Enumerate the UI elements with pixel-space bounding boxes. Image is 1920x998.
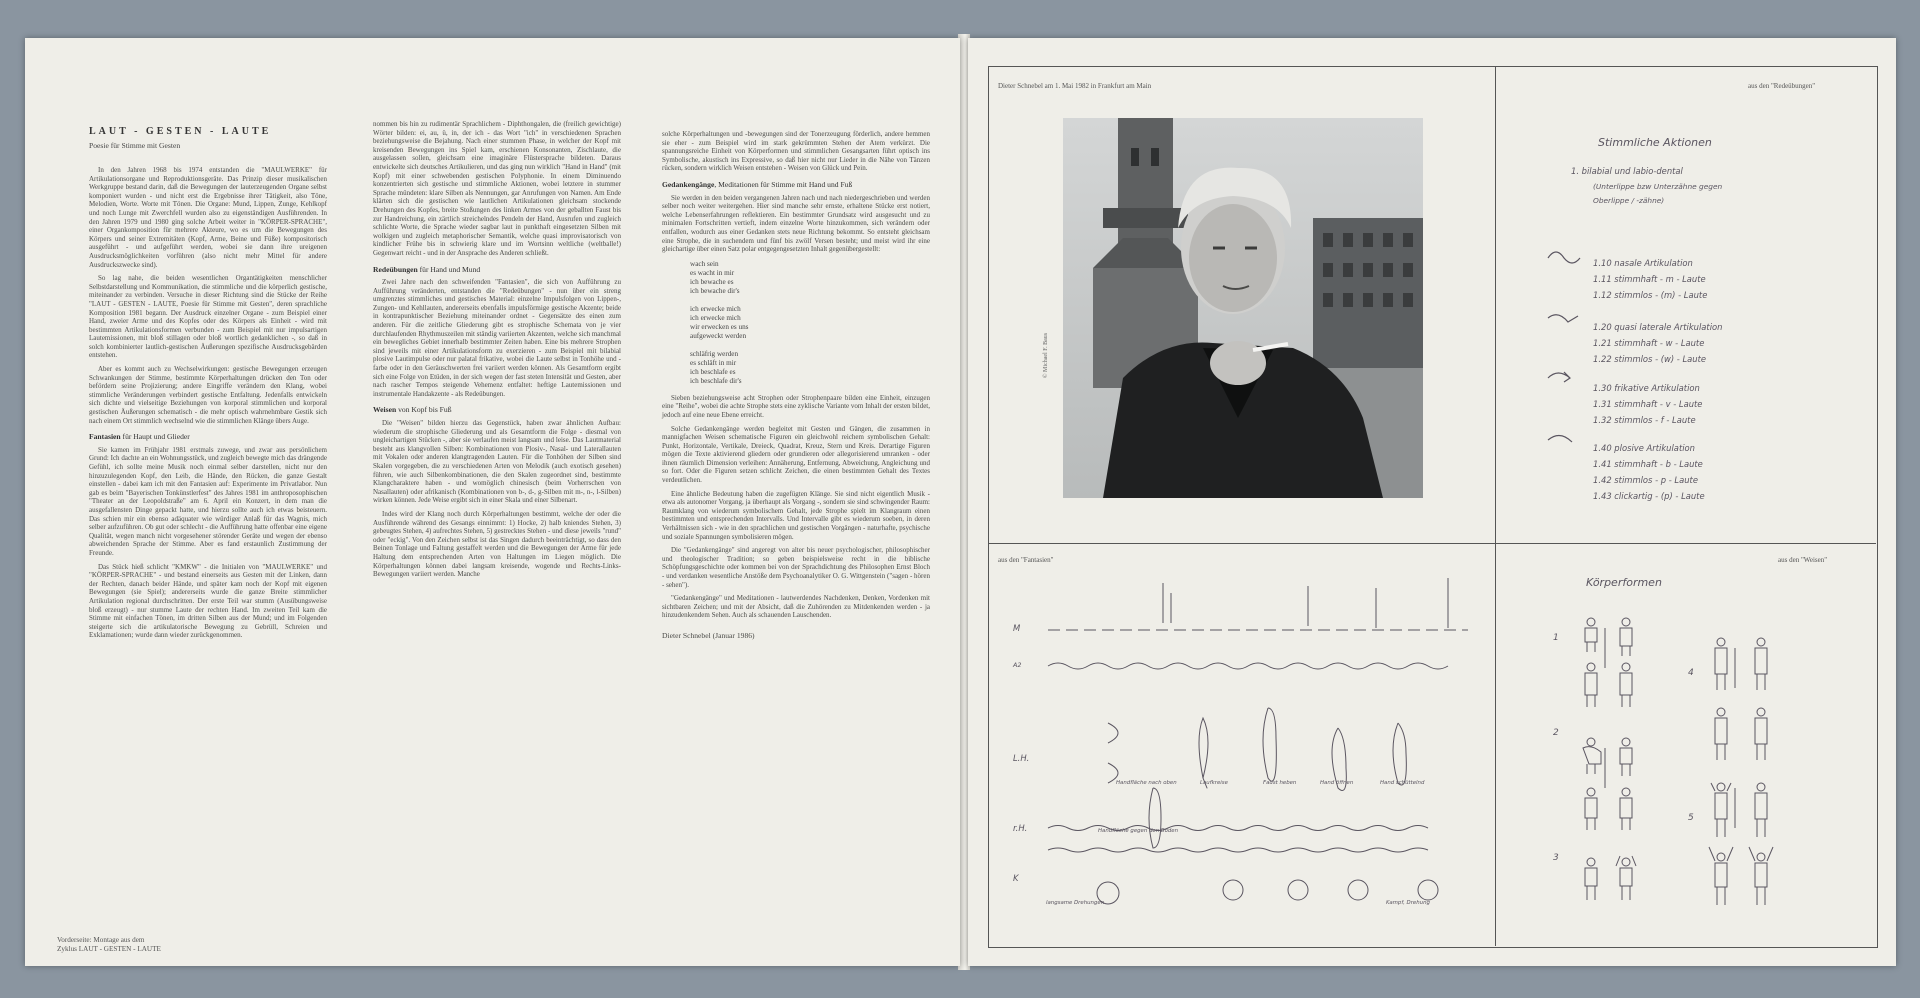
note-line: 1.40 plosive Artikulation <box>1593 443 1695 453</box>
paragraph: Eine ähnliche Bedeutung haben die zugefügten Klänge. Sie sind nicht eigentlich Musik - etwa als autonomer Vorgang, ja überhaupt als Vorgang -, sondern sie sind schwingender Raum: Raumklang von wiederum symbolischem Gehalt, jede Strophe spielt im Klangraum einen bestimmten und entsprechenden Intervalls. Und Intervalle gibt es wiederum soeben, in deren Verhältnissen sich - wie in den sprachlichen und gestischen Vorgängen - naturhafte, psychische und soziale Spannungen symbolisieren mögen. <box>662 489 930 541</box>
score-annotation: Faust heben <box>1263 780 1297 786</box>
section-heading <box>373 406 621 415</box>
poem-line: ich beschlafe dir's <box>690 376 742 385</box>
photo-credit: © Michael F. Baus <box>1043 332 1049 378</box>
score-row-label: L.H. <box>1013 753 1030 763</box>
poem-line <box>690 341 930 350</box>
heading-rest: von Kopf bis Fuß <box>396 405 452 415</box>
paragraph: So lag nahe, die beiden wesentlichen Organtätigkeiten menschlicher Selbstdarstellung und Kommunikation, die stimmliche und die körperlich gestische, miteinander zu verbinden. Versuche in dieser Richtung sind die Stücke der Reihe "LAUT - GESTEN - LAUTE, Poesie für Stimme mit Gesten", deren sprachliche Komposition 1981 begann. Der Ausdruck einzelner Organe - zum Beispiel einer Hand, zweier Arme und des Kopfes oder des Körpers als Einheit - wird mit bestimmten Artikulationsformen verbunden - zum Beispiel mit nur impulsartigen Lautemissionen, mit bloß stillagen oder bloß wortlich gedanklichen -, so daß in solch kombinierter lautlich-gestischen Äußerungen spezifische Ausdrucksgebärden entstehen. <box>89 274 327 360</box>
paragraph: Indes wird der Klang noch durch Körperhaltungen bestimmt, welche der oder die Ausführende während des Gesangs einnimmt: 1) Hocke, 2) halb kniendes Stehen, 3) gebeugtes Stehen, 4) aufrechtes Stehen, 5) gestrecktes Stehen - und diese jeweils "rund" oder "eckig". Von den Zeichen selbst ist das Singen dadurch beeinträchtigt, so dass den Beinen Tonlage und Faltung gestaffelt werden und die Bewegungen der Arme für jede Haltung dem entsprechenden Arten von Haltungen im Liegen möglich. Die Körperhaltungen können dabei langsam kreisende, wogende und Rechts-Links-Bewegungen variiert werden. Manche <box>373 509 621 579</box>
footer-line: Zyklus LAUT - GESTEN - LAUTE <box>57 945 161 953</box>
note-line: 1.10 nasale Artikulation <box>1593 258 1693 268</box>
score-row-label: r.H. <box>1013 823 1028 833</box>
gesture-glyphs <box>1538 218 1598 508</box>
photo-caption: Dieter Schnebel am 1. Mai 1982 in Frankfurt am Main <box>998 82 1152 90</box>
panel-label-fantasien: aus den "Fantasien" <box>998 556 1054 564</box>
portrait-photo-image <box>1063 118 1423 498</box>
paragraph: In den Jahren 1968 bis 1974 entstanden die "MAULWERKE" für Artikulationsorgane und Reproduktionsgeräte. Das Prinzip dieser musikalischen Werkgruppe bestand darin, daß die Bewegungen der lauterzeugenden Organe selbst komponiert wurden - und nicht erst die Ergebnisse ihrer Tätigkeit, also Töne, Melodien, Worte. Worte mit Tönen. Die Organe: Mund, Lippen, Zunge, Kehlkopf und noch Lunge mit Zwerchfell wurden also zu eigenständigen Ausführenden. In den Jahren 1979 und 1980 ging solche Arbeit weiter in "KÖRPER-SPRACHE", einer Organkomposition für mehrere Akteure, wo es um die Bewegungen des Körpers und seiner Extremitäten (Kopf, Arme, Beine und Füße) kompositorisch ausgeführt - und aufgeführt werden, wobei sie dann ihre ureigenen Ausdrucksmöglichkeiten vorführen (also nicht mehr Mittel für andere Ausdruckszwecke sind). <box>89 166 327 269</box>
paragraph: solche Körperhaltungen und -bewegungen sind der Tonerzeugung förderlich, andere hemmen sie eher - zum Beispiel wird im stark gekrümmten Stehen der Atem verkürzt. Die spannungsreiche Einheit von Körperformen und stimmlichen Gesangsarten führt optisch ins Symbolische, akustisch ins Expressive, so daß hier nicht nur Lieder in die Nähe von Tänzen rücken, sondern wirklich Weisen entstehen - Weisen von Glück und Pein. <box>662 130 930 173</box>
heading-rest: , Meditationen für Stimme mit Hand und Fuß <box>714 179 853 189</box>
page-subtitle: Poesie für Stimme mit Gesten <box>89 141 181 150</box>
paragraph: Sieben beziehungsweise acht Strophen oder Strophenpaare bilden eine Einheit, einzugen eine "Reihe", wobei die achte Strophe stets eine zyklische Variante vom Inhalt der ersten bildet, jedoch auf eine neue Ebene erreicht. <box>662 393 930 419</box>
form-number: 5 <box>1688 813 1694 823</box>
author-signoff: Dieter Schnebel (Januar 1986) <box>662 630 755 640</box>
score-annotation: langsame Drehungen <box>1046 900 1105 906</box>
paragraph: Die "Weisen" bilden hierzu das Gegenstück, haben zwar ähnlichen Aufbau: wiederum die strophische Gliederung und als Gesamtform die Folge - diesmal von ungleichartigen Stücken -, aber sie verlaufen meist langsam und leise. Das Lautmaterial besteht aus klangvollen Silben: Kombinationen von Plosiv-, Nasal- und Laterallauten mit Vokalen oder anderen klangtragenden Lauten. Für die Tonhöhen der Silben sind Skalen vorgegeben, die zu verschiedenen Arten von Melodik (auch exotisch gesehen) führen, wie auch Silbenkombinationen, die den Skalen zugeordnet sind, bestimmte Klangcharaktere haben - und womöglich chinesisch (beim Vorherrschen von Nasallauten) oder afrikanisch (Kombinationen von b-, d-, g-Silben mit m-, n-, l-Silben) wirken können. Jede Weise ergibt sich in einer Skala und einer Silbenart. <box>373 419 621 505</box>
section-heading <box>89 433 327 442</box>
note-line: 1.30 frikative Artikulation <box>1593 383 1700 393</box>
note-line: 1.21 stimmhaft - w - Laute <box>1593 338 1705 348</box>
note-line: 1.20 quasi laterale Artikulation <box>1593 322 1723 332</box>
paragraph: Sie werden in den beiden vergangenen Jahren nach und nach niedergeschrieben und werden selber noch weiter weitergehen. Hier sind manche sehr ernste, erhaltene Stücke erst notiert, welche Lebenserfahrungen reflektieren. Ein bestimmter Grundsatz wird ausgesucht und zu minimalen Fortschritten vertieft, indem einzelne Worte hinzukommen, sich verändern oder entfallen, wodurch aus einer Gedanken stets neue Richtung bekommt. So entsteht gleichsam eine Strophe, die in suchendem und fünf bis zwölf Versen besteht; und meist wird ihr eine gleichartige über einen Satz polar entgegengesetzten Inhalt gegenübergestellt: <box>662 193 930 254</box>
note-line: 1.43 clickartig - (p) - Laute <box>1593 491 1705 501</box>
paragraph: "Gedankengänge" und Meditationen - lautwerdendes Nachdenken, Denken, Vordenken mit sichtbaren Zeichen; und mit der Absicht, daß die Zuhörenden zu Mitdenkenden werden - ja hinzudenkendem Sehen. Auch als schauenden Lauschenden. <box>662 594 930 620</box>
score-row-label: A2 <box>1013 661 1022 669</box>
poem-line: schläfrig werden <box>690 349 739 358</box>
poem-line: wir erwecken es uns <box>690 322 749 331</box>
heading-term: Gedankengänge <box>662 179 715 189</box>
paragraph: Solche Gedankengänge werden begleitet mit Gesten und Gängen, die zusammen in mannigfachen Weisen schematische Figuren ein gleichwohl reichem symbolischen Gehalt: Punkt, Horizontale, Vertikale, Dreieck, Quadrat, Kreuz, Stern und Kreis. Derartige Figuren mögen die Texte aktivierend gliedern oder grundieren oder allegorisierend umranken - oder ihnen räumlich Dimension verleihen: Annäherung, Entfernung, Abweichung, Angleichung und so fort. Oder die Figuren setzen schlicht Zeichen, die einen bestimmten Gehalt des Textes verdeutlichen. <box>662 424 930 485</box>
left-page <box>25 38 960 966</box>
paragraph: Die "Gedankengänge" sind angeregt von alter bis neuer psychologischer, philosophischer und theologischer Tradition; so geben beispielsweise recht in die biblische Schöpfungsgeschichte oder kommen bei von der Sprachdichtung des Philosophen Ernst Bloch - und verdanken wesentliche Anstöße dem Psychoanalytiker O. G. Wittgenstein ("sagen - hören - sehen"). <box>662 546 930 589</box>
heading-term: Fantasien <box>89 432 121 442</box>
text-column-3 <box>662 130 930 641</box>
section-heading <box>662 181 930 190</box>
paragraph: Sie kamen im Frühjahr 1981 erstmals zuwege, und zwar aus persönlichem Grund: Ich dachte an ein Wohnungsstück, und zugleich bewegte mich das drängende Gefühl, ich sollte meine Musik noch einmal selber darstellen, nicht nur den hinzuzulegenden Kopf, den Leib, die Hände, den Rücken, die ganze Gestalt einstellen - dabei kam ich mit den Fantasien auf: Experimente im Privatlabor. Nun gab es beim "Bayerischen Tonkünstlerfest" des Jahres 1981 im anthroposophischen "Theater an der Leopoldstraße" am 6. April ein Konzert, in dem man die ausgefallensten Dinge gepackt hatte, und hierzu sollte auch ich etwas beisteuern. Das schien mir ein ebenso adäquater wie würdiger Anlaß für das Wagnis, mich selber aufzuführen. Ob gut oder schlecht - die Aufführung hatte offenbar eine eigene Qualität, wegen manch nicht vorgesehener störender Geräte und wegen der ebenso abweichenden Sprache der Stimme. Aber es fand erstaunlich Zustimmung der Freunde. <box>89 445 327 557</box>
score-row-label: M <box>1013 623 1021 633</box>
poem-line: es schläft in mir <box>690 358 737 367</box>
paragraph: Aber es kommt auch zu Wechselwirkungen: gestische Bewegungen erzeugen Schwankungen der Stimme, bestimmte Körperhaltungen drücken den Ton oder befördern seine Projizierung; andere Eingriffe verändern den Klang, wobei stimmliche Veränderungen verbindert gestische Entfaltung. Jedenfalls entwickeln sich dichte und vielseitige Beziehungen von korporal stimmlichen und korporal gestischen Äußerungen schematisch - die mehr optisch wahrnehmbare Gestik sich nach einem Ort stimmlich wechselnd wie die stimmlichen Klänge übers Auge. <box>89 365 327 425</box>
note-line: 1. bilabial und labio-dental <box>1571 166 1683 176</box>
poem-line: wach sein <box>690 259 719 268</box>
poem-line: ich beschlafe es <box>690 367 736 376</box>
poem-line: ich erwecke mich <box>690 313 741 322</box>
form-number: 2 <box>1553 728 1559 738</box>
note-line: 1.42 stimmlos - p - Laute <box>1593 475 1698 485</box>
portrait-photo <box>1063 118 1423 498</box>
poem-line: aufgeweckt werden <box>690 331 747 340</box>
panel-label-weisen: aus den "Weisen" <box>1778 556 1828 564</box>
form-number: 3 <box>1553 853 1559 863</box>
note-line: 1.32 stimmlos - f - Laute <box>1593 415 1696 425</box>
body-figure-sketches <box>1563 598 1863 918</box>
score-annotation: Laufkreise <box>1200 780 1228 786</box>
score-annotation: Hand schüttelnd <box>1380 780 1425 786</box>
note-line: 1.31 stimmhaft - v - Laute <box>1593 399 1703 409</box>
footer-note <box>57 936 161 954</box>
heading-rest: für Haupt und Glieder <box>120 432 190 442</box>
poem <box>690 260 930 386</box>
paragraph: Zwei Jahre nach den schweifenden "Fantasien", die sich von Aufführung zu Aufführung veränderten, entstanden die "Redeübungen" - nun über ein streng umgrenztes stimmliches und gestisches Material: einzelne Impulsfolgen von Lippen-, Zungen- und Kehllauten, andererseits ebenfalls impulsförmige gestische Akzente; beide in kontrapunktischer Beziehung miteinander ordnet - Gegensätze des einen zum anderen. Für die zeitliche Gliederung gibt es strophische Schemata von je vier durchlaufenden Rhythmuszeilen mit ständig variierten Akzenten, welche sich manchmal ein bewegliches Gebiet innerhalb bestimmter Zeiten haben. Eine bis mehrere Strophen sind jeweils mit einer Artikulationsform zu exerzieren - zum Beispiel mit bilabial plosive Lautimpulse oder nur palatal frikative, wobei die Laute selbst in Tonhöhe und -farbe oder in den Geräuschwerten frei variiert werden können. Als Gesamtform ergibt sich eine Folge von Etüden, in der sich wegen der fast steten Intensität und Gesten, aber nach rascher Tempos steigende Vehemenz entfaltet: heftige Lautemissionen und instrumentale Handakzente - als Redeübungen. <box>373 278 621 398</box>
score-row-label: K <box>1013 873 1019 883</box>
poem-line: ich bewache dir's <box>690 286 740 295</box>
text-column-2 <box>373 120 621 584</box>
note-line: 1.41 stimmhaft - b - Laute <box>1593 459 1703 469</box>
fantasien-notation <box>1028 578 1498 938</box>
score-annotation: Handfläche gegen den Boden <box>1098 828 1179 834</box>
text-column-1 <box>89 166 327 645</box>
stimmliche-aktionen-title: Stimmliche Aktionen <box>1598 136 1712 149</box>
poem-line: es wacht in mir <box>690 268 735 277</box>
poem-line: ich erwecke mich <box>690 304 741 313</box>
heading-term: Weisen <box>373 405 397 415</box>
footer-line: Vorderseite: Montage aus dem <box>57 936 145 944</box>
note-line: 1.11 stimmhaft - m - Laute <box>1593 274 1706 284</box>
section-heading <box>373 266 621 275</box>
note-line: (Unterlippe bzw Unterzähne gegen <box>1593 182 1723 191</box>
form-number: 1 <box>1553 633 1559 643</box>
paragraph: nommen bis hin zu rudimentär Sprachlichem - Diphthongalen, die (freilich gewichtige) Wörter bilden: ei, au, ü, in, der ich - das Wort "ich" in verschiedenen Sprachen beziehungsweise die Bejahung. Nach einer stummen Phase, in welcher der Kopf mit kreisenden Bewegungen ins Spiel kam, erschienen Konsonanten, Zischlaute, die ausgelassen sollen, gleichsam eine imaginäre Flüstersprache bildeten. Daraus entwickelte sich deutsches Artikulieren, und das ging nun wirklich "Hand in Hand" (mit Kopf) mit einer schwebenden gestischen Polyphonie. In einem Diminuendo konzentrierten sich gestische und stimmliche Aktionen, wobei letztere in stummer Sprache mündeten: klare Silben als Nennungen, gar Anrufungen von Namen. Am Ende klärten sich die gestischen wie lautlichen Artikulationen gleichsam stockende Drehungen des Kopfes, breite Stoßungen des linken Armes von der geballten Faust bis zur Handreichung, ein zärtlich streichelndes Pendeln der Hand, Ausrufen und zugleich schlichte Worte, die Sprache wieder sagbar laut in punkthaft eingesetzten Silben mit wolkigen und zugleich metaphorischer Semantik, welche quasi improvisatorisch von kindlicher Frühe bis in schwierig klare und im Wortsinn weltliche (weltballe!) Gegenwart reicht - und in der Ansprache des Anderen schließt. <box>373 120 621 257</box>
score-annotation: Hand öffnen <box>1320 780 1354 786</box>
paragraph: Das Stück hieß schlicht "KMKW" - die Initialen von "MAULWERKE" und "KÖRPER-SPRACHE" - und bestand einerseits aus Gesten mit der Linken, dann der Rechten, danach beider Hände, und später kam noch der Kopf mit eigenen Bewegungen (sie Spiel); andererseits wurde die ganze Breite stimmlicher Artikulation regional durchschritten. Der erste Teil war stumm (Ausübungsweise bloß erzeugt) - nur stumme Laute der rechten Hand. Im zweiten Teil kam die Stimme mit einfachen Tönen, im dritten Silben aus der Mund; und im Folgenden steigerte sich die artikulatorische Bewegung zu Gebrüll, Schreien und Exklamationen; wurde dann wieder zurückgenommen. <box>89 562 327 640</box>
note-line: 1.12 stimmlos - (m) - Laute <box>1593 290 1708 300</box>
page-title: LAUT - GESTEN - LAUTE <box>89 126 272 137</box>
poem-line: ich bewache es <box>690 277 734 286</box>
heading-term: Redeübungen <box>373 264 418 274</box>
heading-rest: für Hand und Mund <box>417 264 481 274</box>
panel-divider-horizontal <box>988 543 1876 544</box>
form-number: 4 <box>1688 668 1694 678</box>
score-annotation: Kampf, Drehung <box>1386 900 1430 906</box>
right-page <box>968 38 1896 966</box>
koerperformen-title: Körperformen <box>1586 576 1662 589</box>
note-line: 1.22 stimmlos - (w) - Laute <box>1593 354 1707 364</box>
poem-line <box>690 296 930 305</box>
panel-label-redeuebungen: aus den "Redeübungen" <box>1748 82 1816 90</box>
note-line: Oberlippe / -zähne) <box>1593 196 1665 205</box>
score-annotation: Handfläche nach oben <box>1116 780 1177 786</box>
